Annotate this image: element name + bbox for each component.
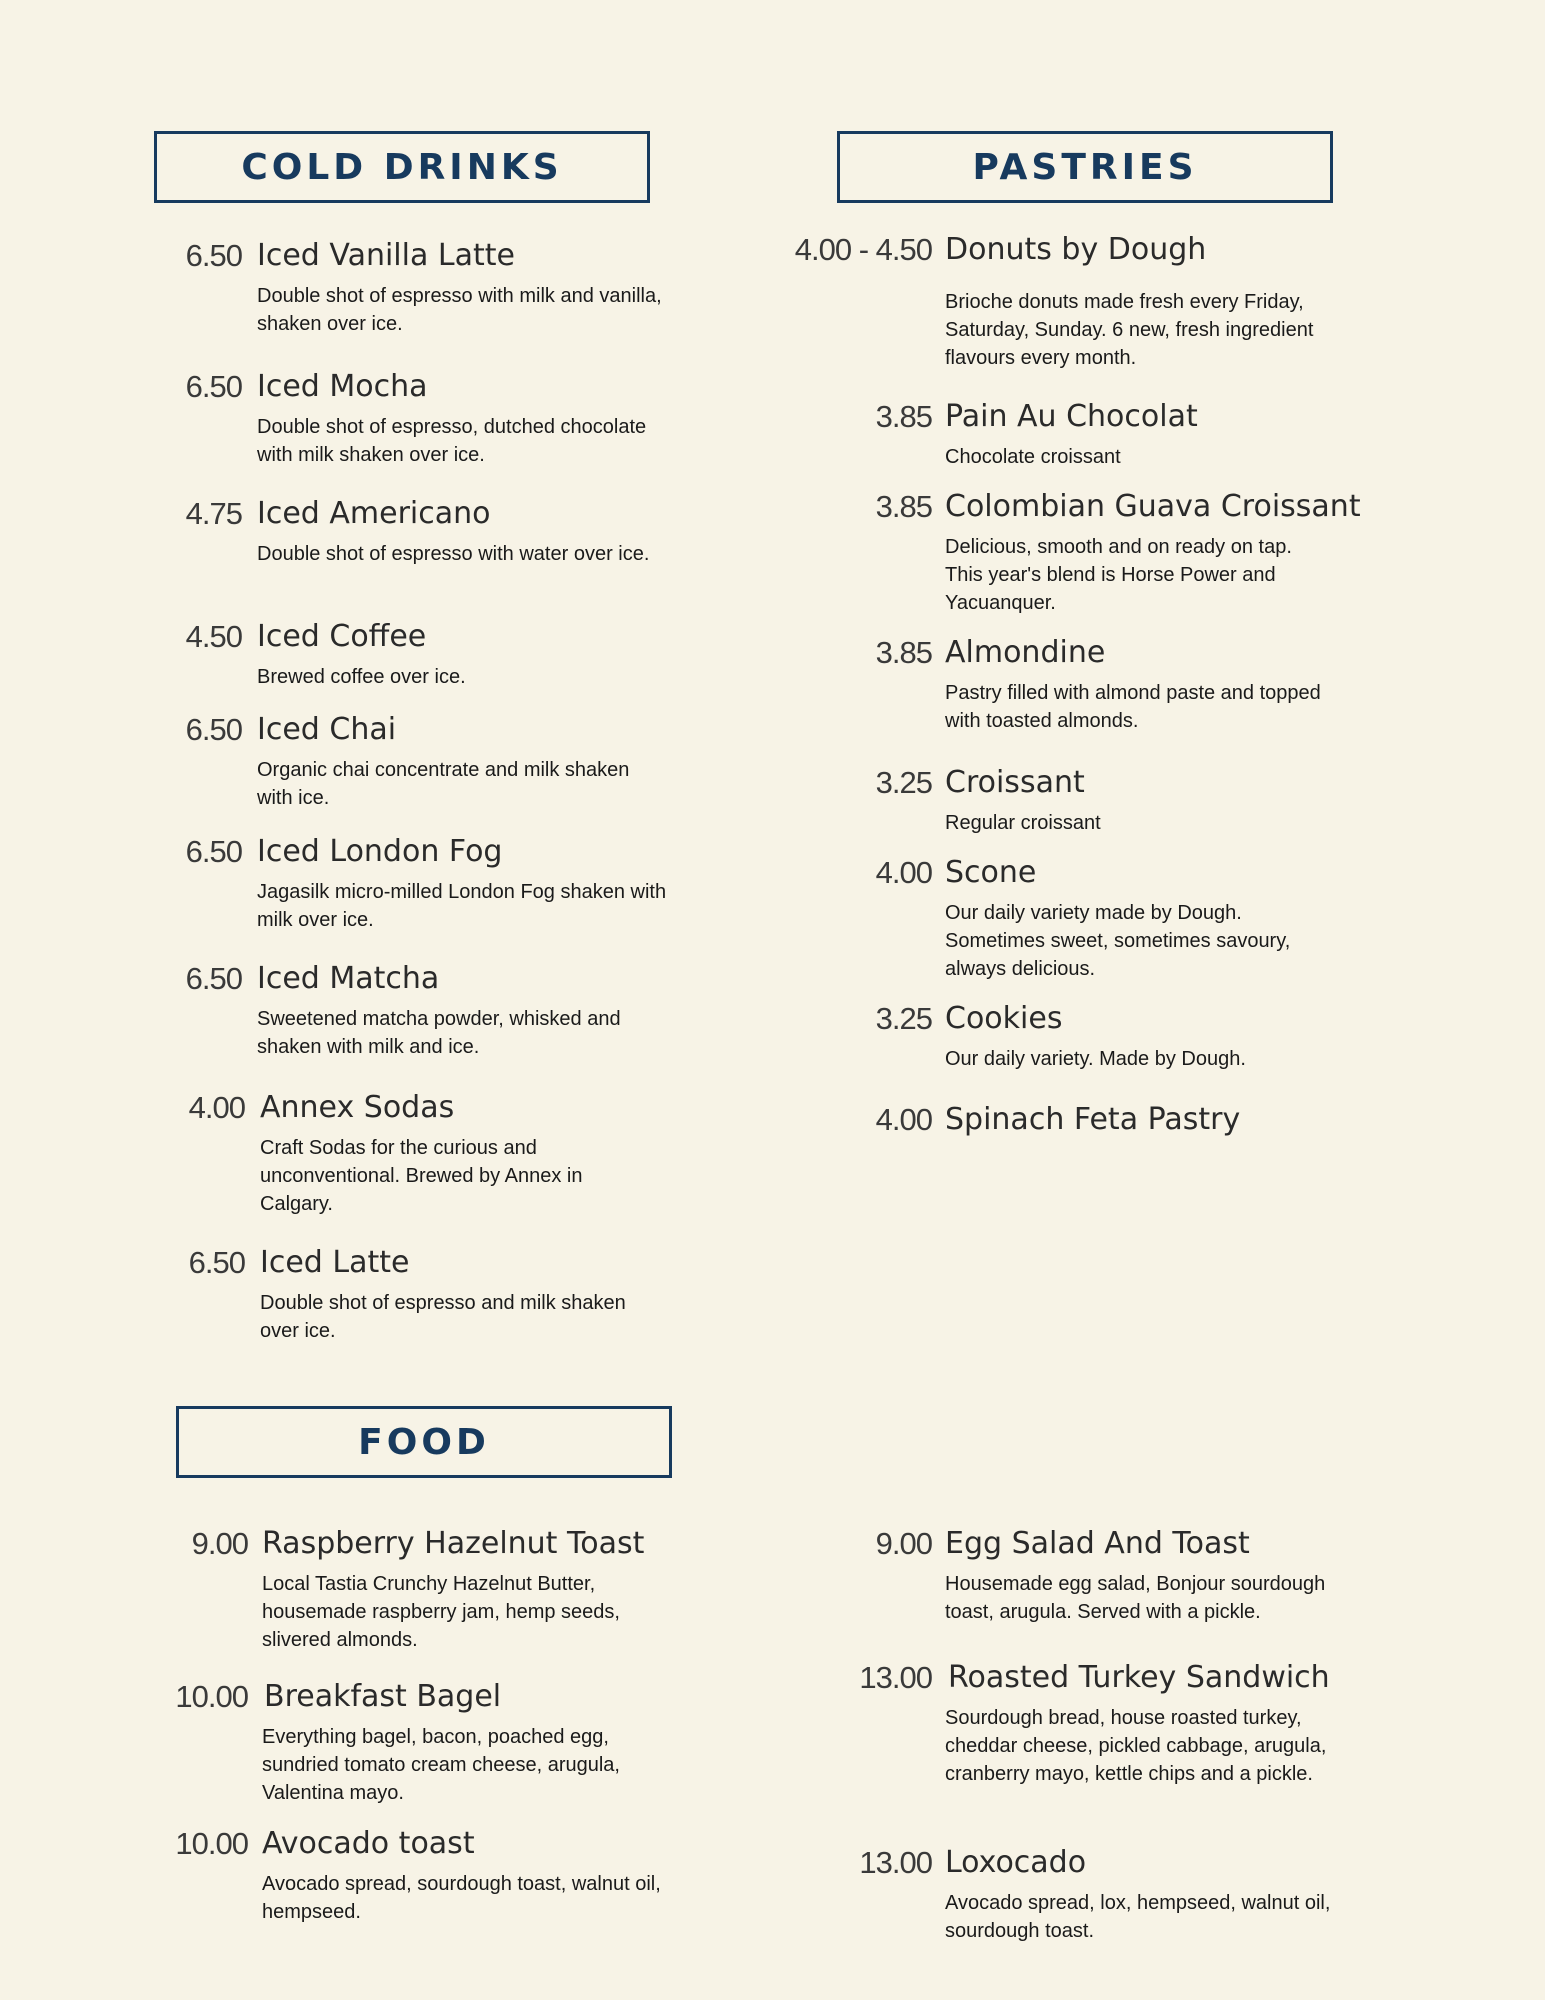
item-description: Avocado spread, lox, hempseed, walnut oil, sourdough toast.: [945, 1892, 1331, 1942]
item-name: Egg Salad And Toast: [945, 1526, 1250, 1561]
item-price: 13.00: [859, 1660, 932, 1695]
item-description: Delicious, smooth and on ready on tap. This year's blend is Horse Power and Yacuanquer.: [945, 536, 1292, 614]
item-name: Croissant: [945, 765, 1085, 800]
item-price: 13.00: [859, 1845, 932, 1880]
item-price: 3.85: [875, 399, 932, 434]
item-name: Iced Americano: [257, 496, 491, 531]
item-name: Spinach Feta Pastry: [945, 1102, 1241, 1137]
item-description: Jagasilk micro-milled London Fog shaken with milk over ice.: [257, 881, 667, 931]
item-name: Donuts by Dough: [945, 232, 1207, 267]
item-description: Sweetened matcha powder, whisked and shaken with milk and ice.: [257, 1008, 621, 1058]
item-name: Iced Chai: [257, 712, 397, 747]
item-price: 9.00: [875, 1526, 932, 1561]
item-price: 4.50: [185, 619, 242, 654]
item-name: Iced Coffee: [257, 619, 427, 654]
item-description: Double shot of espresso with milk and vanilla, shaken over ice.: [257, 285, 662, 335]
item-description: Craft Sodas for the curious and unconventional. Brewed by Annex in Calgary.: [260, 1137, 583, 1215]
item-description: Regular croissant: [945, 812, 1101, 834]
item-name: Loxocado: [945, 1845, 1087, 1880]
item-name: Scone: [945, 855, 1037, 890]
item-name: Iced London Fog: [257, 834, 503, 869]
item-price: 4.00: [188, 1090, 245, 1125]
item-description: Housemade egg salad, Bonjour sourdough toast, arugula. Served with a pickle.: [945, 1573, 1326, 1623]
item-price: 4.00 - 4.50: [794, 232, 932, 267]
item-description: Brioche donuts made fresh every Friday, Saturday, Sunday. 6 new, fresh ingredient flavours every month.: [945, 291, 1314, 369]
item-name: Avocado toast: [262, 1826, 475, 1861]
item-name: Pain Au Chocolat: [945, 399, 1198, 434]
item-price: 4.75: [185, 496, 242, 531]
item-price: 10.00: [175, 1679, 248, 1714]
item-name: Cookies: [945, 1001, 1063, 1036]
item-name: Colombian Guava Croissant: [945, 489, 1361, 524]
item-price: 9.00: [191, 1526, 248, 1561]
item-description: Our daily variety made by Dough. Sometimes sweet, sometimes savoury, always delicious.: [945, 902, 1291, 980]
section-title-food: FOOD: [176, 1406, 672, 1478]
item-name: Annex Sodas: [260, 1090, 455, 1125]
item-price: 3.25: [875, 765, 932, 800]
item-description: Double shot of espresso and milk shaken over ice.: [260, 1292, 626, 1342]
item-description: Double shot of espresso with water over ice.: [257, 543, 650, 565]
item-description: Pastry filled with almond paste and topped with toasted almonds.: [945, 682, 1321, 732]
item-name: Breakfast Bagel: [264, 1679, 502, 1714]
item-name: Iced Vanilla Latte: [257, 238, 515, 273]
item-price: 6.50: [185, 369, 242, 404]
item-description: Brewed coffee over ice.: [257, 666, 466, 688]
item-name: Raspberry Hazelnut Toast: [262, 1526, 645, 1561]
item-price: 3.25: [875, 1001, 932, 1036]
item-name: Roasted Turkey Sandwich: [948, 1660, 1330, 1695]
item-name: Almondine: [945, 635, 1106, 670]
item-description: Everything bagel, bacon, poached egg, sundried tomato cream cheese, arugula, Valentina mayo.: [262, 1726, 620, 1804]
item-price: 6.50: [188, 1245, 245, 1280]
section-title-cold-drinks: COLD DRINKS: [154, 131, 650, 203]
item-description: Local Tastia Crunchy Hazelnut Butter, housemade raspberry jam, hemp seeds, slivered almonds.: [262, 1573, 620, 1651]
item-description: Sourdough bread, house roasted turkey, cheddar cheese, pickled cabbage, arugula, cranberry mayo, kettle chips and a pickle.: [945, 1707, 1327, 1785]
section-title-pastries: PASTRIES: [837, 131, 1333, 203]
item-description: Our daily variety. Made by Dough.: [945, 1048, 1246, 1070]
item-price: 3.85: [875, 635, 932, 670]
item-price: 6.50: [185, 834, 242, 869]
item-price: 6.50: [185, 712, 242, 747]
item-price: 3.85: [875, 489, 932, 524]
item-description: Double shot of espresso, dutched chocolate with milk shaken over ice.: [257, 416, 647, 466]
item-name: Iced Latte: [260, 1245, 410, 1280]
item-description: Avocado spread, sourdough toast, walnut oil, hempseed.: [262, 1873, 661, 1923]
item-price: 4.00: [875, 855, 932, 890]
item-price: 4.00: [875, 1102, 932, 1137]
item-price: 6.50: [185, 238, 242, 273]
item-name: Iced Matcha: [257, 961, 440, 996]
item-price: 10.00: [175, 1826, 248, 1861]
item-description: Chocolate croissant: [945, 446, 1121, 468]
item-name: Iced Mocha: [257, 369, 428, 404]
item-price: 6.50: [185, 961, 242, 996]
item-description: Organic chai concentrate and milk shaken with ice.: [257, 759, 630, 809]
